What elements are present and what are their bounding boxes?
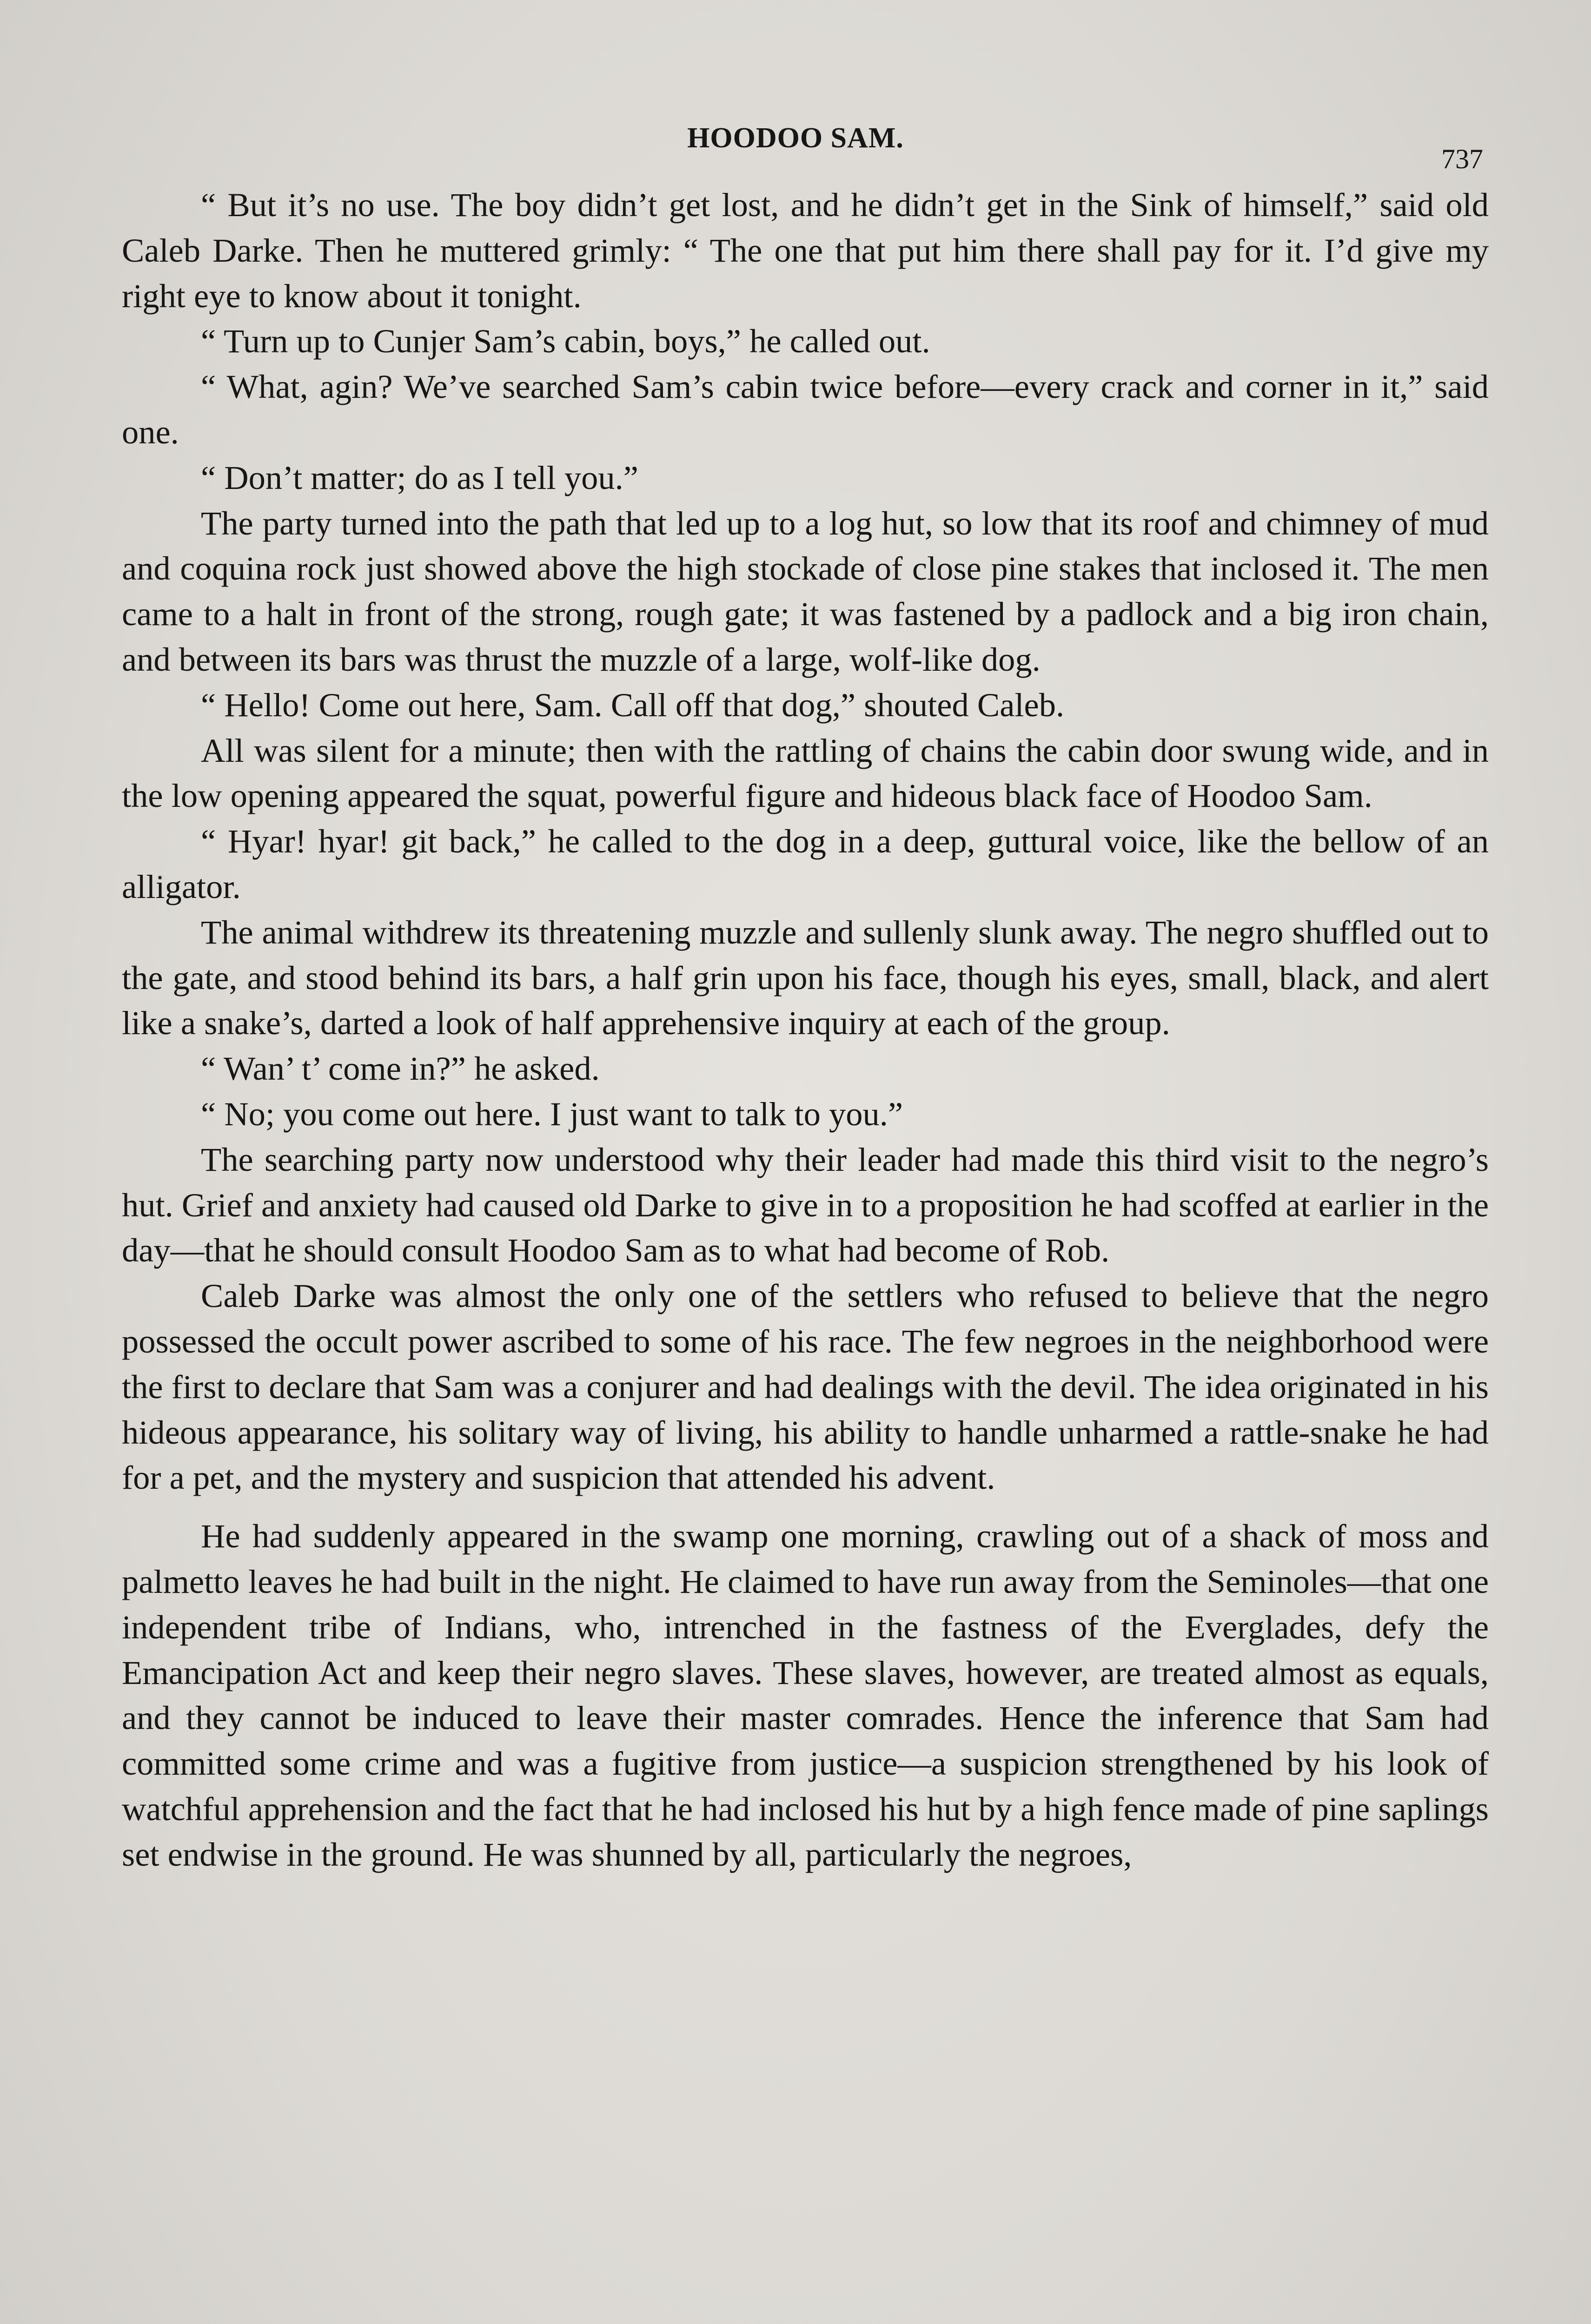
paragraph: The party turned into the path that led up to a log hut, so low that its roof and chimney of mud and coquina rock just showed above the high stockade of close pine stakes that inclosed it. The men came to a halt in front of the strong, rough gate; it was fastened by a padlock and a big iron chain, and between its bars was thrust the muzzle of a large, wolf-like dog. xyxy=(122,504,1489,678)
paragraph: “ Turn up to Cunjer Sam’s cabin, boys,” he called out. xyxy=(201,322,930,360)
running-title: HOODOO SAM. xyxy=(687,122,904,154)
paragraph: He had suddenly appeared in the swamp one morning, crawling out of a shack of moss and palmetto leaves he had built in the night. He claimed to have run away from the Seminoles—that one independent tribe of Indians, who, intrenched in the fastness of the Everglades, defy the Emancipation Act and keep their negro slaves. These slaves, however, are treated almost as equals, and they cannot be induced to leave their master comrades. Hence the inference that Sam had committed some crime and was a fugitive from justice—a suspicion strengthened by his look of watchful apprehension and the fact that he had inclosed his hut by a high fence made of pine saplings set endwise in the ground. He was shunned by all, particularly the negroes, xyxy=(122,1517,1489,1873)
story-text xyxy=(122,182,1489,1877)
paragraph: “ Don’t matter; do as I tell you.” xyxy=(201,458,638,496)
paragraph: “ But it’s no use. The boy didn’t get lost, and he didn’t get in the Sink of himself,” said old Caleb Darke. Then he muttered grimly: “ The one that put him there shall pay for it. I’d give my right eye to know about it tonight. xyxy=(122,186,1489,315)
paragraph: “ No; you come out here. I just want to talk to you.” xyxy=(201,1095,903,1133)
paragraph: The searching party now understood why their leader had made this third visit to the negro’s hut. Grief and anxiety had caused old Darke to give in to a proposition he had scoffed at earlier in the day—that he should consult Hoodoo Sam as to what had become of Rob. xyxy=(122,1140,1489,1269)
paragraph: “ Wan’ t’ come in?” he asked. xyxy=(201,1050,600,1088)
paragraph: Caleb Darke was almost the only one of the settlers who refused to believe that the negro possessed the occult power ascribed to some of his race. The few negroes in the neighborhood were the first to declare that Sam was a conjurer and had dealings with the devil. The idea originated in his hideous appearance, his solitary way of living, his ability to handle unharmed a rattle-snake he had for a pet, and the mystery and suspicion that attended his advent. xyxy=(122,1277,1489,1497)
paragraph: “ Hello! Come out here, Sam. Call off that dog,” shouted Caleb. xyxy=(201,686,1065,724)
paragraph: All was silent for a minute; then with the rattling of chains the cabin door swung wide, and in the low opening appeared the squat, powerful figure and hideous black face of Hoodoo Sam. xyxy=(122,731,1489,815)
paragraph: The animal withdrew its threatening muzzle and sullenly slunk away. The negro shuffled out to the gate, and stood behind its bars, a half grin upon his face, though his eyes, small, black, and alert like a snake’s, darted a look of half apprehensive inquiry at each of the group. xyxy=(122,913,1489,1042)
paragraph: “ Hyar! hyar! git back,” he called to the dog in a deep, guttural voice, like the bellow of an alligator. xyxy=(122,822,1489,905)
paragraph: “ What, agin? We’ve searched Sam’s cabin twice before—every crack and corner in it,” said one. xyxy=(122,368,1489,451)
page-number: 737 xyxy=(1441,144,1483,174)
